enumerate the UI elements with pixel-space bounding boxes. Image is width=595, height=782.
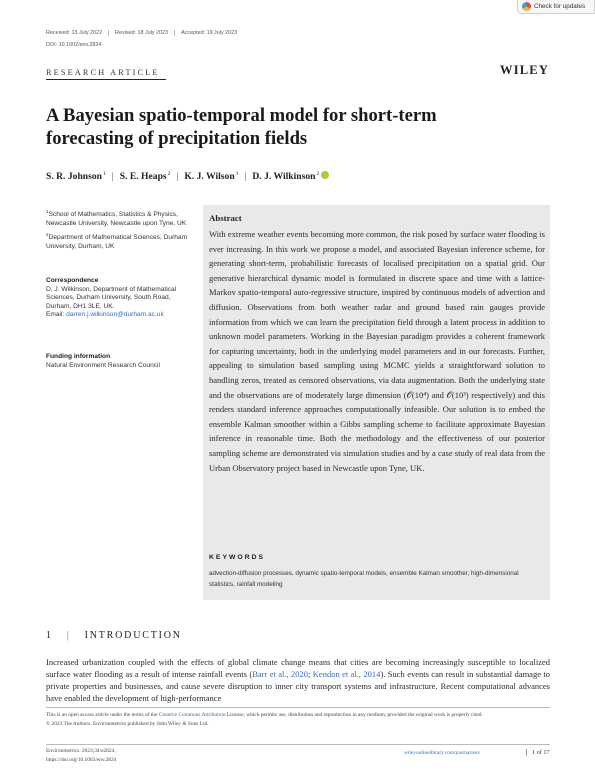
- publisher-logo: WILEY: [500, 63, 550, 77]
- funding-heading: Funding information: [46, 353, 111, 360]
- correspondence-email: Email: darren.j.wilkinson@durham.ac.uk: [46, 311, 164, 319]
- correspondence-text: D. J. Wilkinson, Department of Mathematical Sciences, Durham University, South Road, Durham, DH1 3LE, UK.: [46, 285, 177, 310]
- crossmark-icon: [522, 2, 531, 11]
- section-title: INTRODUCTION: [84, 630, 182, 641]
- page-number: 1 of 17: [526, 749, 550, 756]
- article-history: [46, 30, 249, 36]
- doi: DOI: 10.1002/env.2824: [46, 42, 102, 48]
- affiliations: [46, 208, 196, 255]
- journal-citation: Environmetrics. 2023;34:e2824.: [46, 748, 116, 754]
- author[interactable]: S. E. Heaps$^2$: [119, 171, 171, 183]
- email-link[interactable]: darren.j.wilkinson@durham.ac.uk: [66, 311, 164, 319]
- journal-website-link[interactable]: wileyonlinelibrary.com/journal/env: [404, 750, 481, 756]
- author[interactable]: K. J. Wilson$^1$: [184, 171, 239, 183]
- correspondence-heading: Correspondence: [46, 277, 99, 284]
- received-date: Received: 13 July 2022: [46, 30, 109, 36]
- section-separator: |: [66, 630, 71, 641]
- correspondence: [46, 277, 196, 320]
- author[interactable]: S. R. Johnson$^1$: [46, 171, 106, 183]
- author-separator: |: [111, 171, 114, 183]
- accepted-date: Accepted: 19 July 2023: [181, 30, 238, 36]
- journal-info: [46, 747, 116, 765]
- section-number: 1: [46, 630, 53, 641]
- keywords-text: advection-diffusion processes, dynamic spatio-temporal models, ensemble Kalman smoother, high-dimensional statistics, rainfall modeling: [209, 570, 519, 588]
- paper-title: A Bayesian spatio-temporal model for short-term forecasting of precipitation fields: [46, 105, 437, 149]
- intro-paragraph: Increased urbanization coupled with the effects of global climate change means that cities are becoming increasingly susceptible to localized surface water flooding as a result of intense rainfall events (Barr et al., 2020; Kendon et al., 2014). Such events can result in substantial damage to private properties and businesses, and cause severe disruption to inner city transport systems and infrastructure. Recent computational advances have enabled the development of high-performance: [46, 657, 550, 703]
- author-list: [46, 171, 329, 182]
- check-for-updates-badge[interactable]: [517, 0, 595, 14]
- abstract-text: With extreme weather events becoming more common, the risk posed by surface water flooding is ever increasing. In this work we propose a model, and associated Bayesian inference scheme, for generating short-term, probabilistic forecasts of localised precipitation on a spatial grid. Our generative hierarchical dynamic model is formulated in discrete space and time with a lattice-Markov spatio-temporal auto-regressive structure, inspired by continuous models of advection and diffusion. Observations from both weather radar and ground based rain gauges provide information from which we can learn the precipitation field through a latent process in addition to unknown model parameters. Working in the Bayesian paradigm provides a coherent framework for capturing uncertainty, both in the underlying model parameters and in our forecasts. Further, appealing to simulation based sampling using MCMC yields a straightforward solution to handling zeros, treated as censored observations, via data augmentation. Both the underlying state and the observations are of moderately large dimension (𝒪(10⁴) and 𝒪(10³) respectively) and this renders standard inference approaches computationally infeasible. Our solution is to embed the ensemble Kalman smoother within a Gibbs sampling scheme to facilitate approximate Bayesian inference in reasonable time. Both the methodology and the effectiveness of our posterior sampling scheme are demonstrated via simulation studies and by a case study of real data from the Urban Observatory project based in Newcastle upon Tyne, UK.: [209, 229, 545, 473]
- journal-doi[interactable]: https://doi.org/10.1002/env.2824: [46, 757, 117, 763]
- keywords-area: [203, 205, 550, 600]
- funding-text: Natural Environment Research Council: [46, 361, 160, 369]
- affiliation-2: $^2$Department of Mathematical Sciences, Durham University, Durham, UK: [46, 232, 188, 251]
- author-separator: |: [176, 171, 179, 183]
- author[interactable]: D. J. Wilkinson$^2$: [252, 171, 320, 183]
- affiliation-1: $^1$School of Mathematics, Statistics & Physics, Newcastle University, Newcastle upon Tyne, UK: [46, 209, 187, 227]
- license-footnote: This is an open access article under the terms of the Creative Commons Attribution License, which permits use, distribution and reproduction in any medium, provided the original work is properly cited. © 2023 The Authors. Environmetrics published by John Wiley & Sons Ltd.: [46, 711, 550, 729]
- copyright: © 2023 The Authors. Environmetrics published by John Wiley & Sons Ltd.: [46, 721, 209, 727]
- license-link[interactable]: Creative Commons Attribution: [158, 712, 226, 718]
- footnote-divider: [46, 707, 550, 708]
- citation-link[interactable]: Barr et al., 2020: [252, 669, 309, 679]
- footer-divider: [46, 744, 550, 745]
- revised-date: Revised: 18 July 2023: [115, 30, 175, 36]
- section-heading: [46, 630, 182, 641]
- keywords-heading: KEYWORDS: [209, 554, 266, 561]
- orcid-icon[interactable]: [321, 171, 329, 179]
- article-type: RESEARCH ARTICLE: [46, 68, 160, 77]
- author-separator: |: [244, 171, 247, 183]
- abstract-heading: Abstract: [209, 213, 242, 223]
- check-for-updates-label: Check for updates: [534, 3, 586, 10]
- article-type-underline: [46, 79, 166, 80]
- funding: [46, 353, 196, 370]
- citation-link[interactable]: Kendon et al., 2014: [312, 669, 381, 679]
